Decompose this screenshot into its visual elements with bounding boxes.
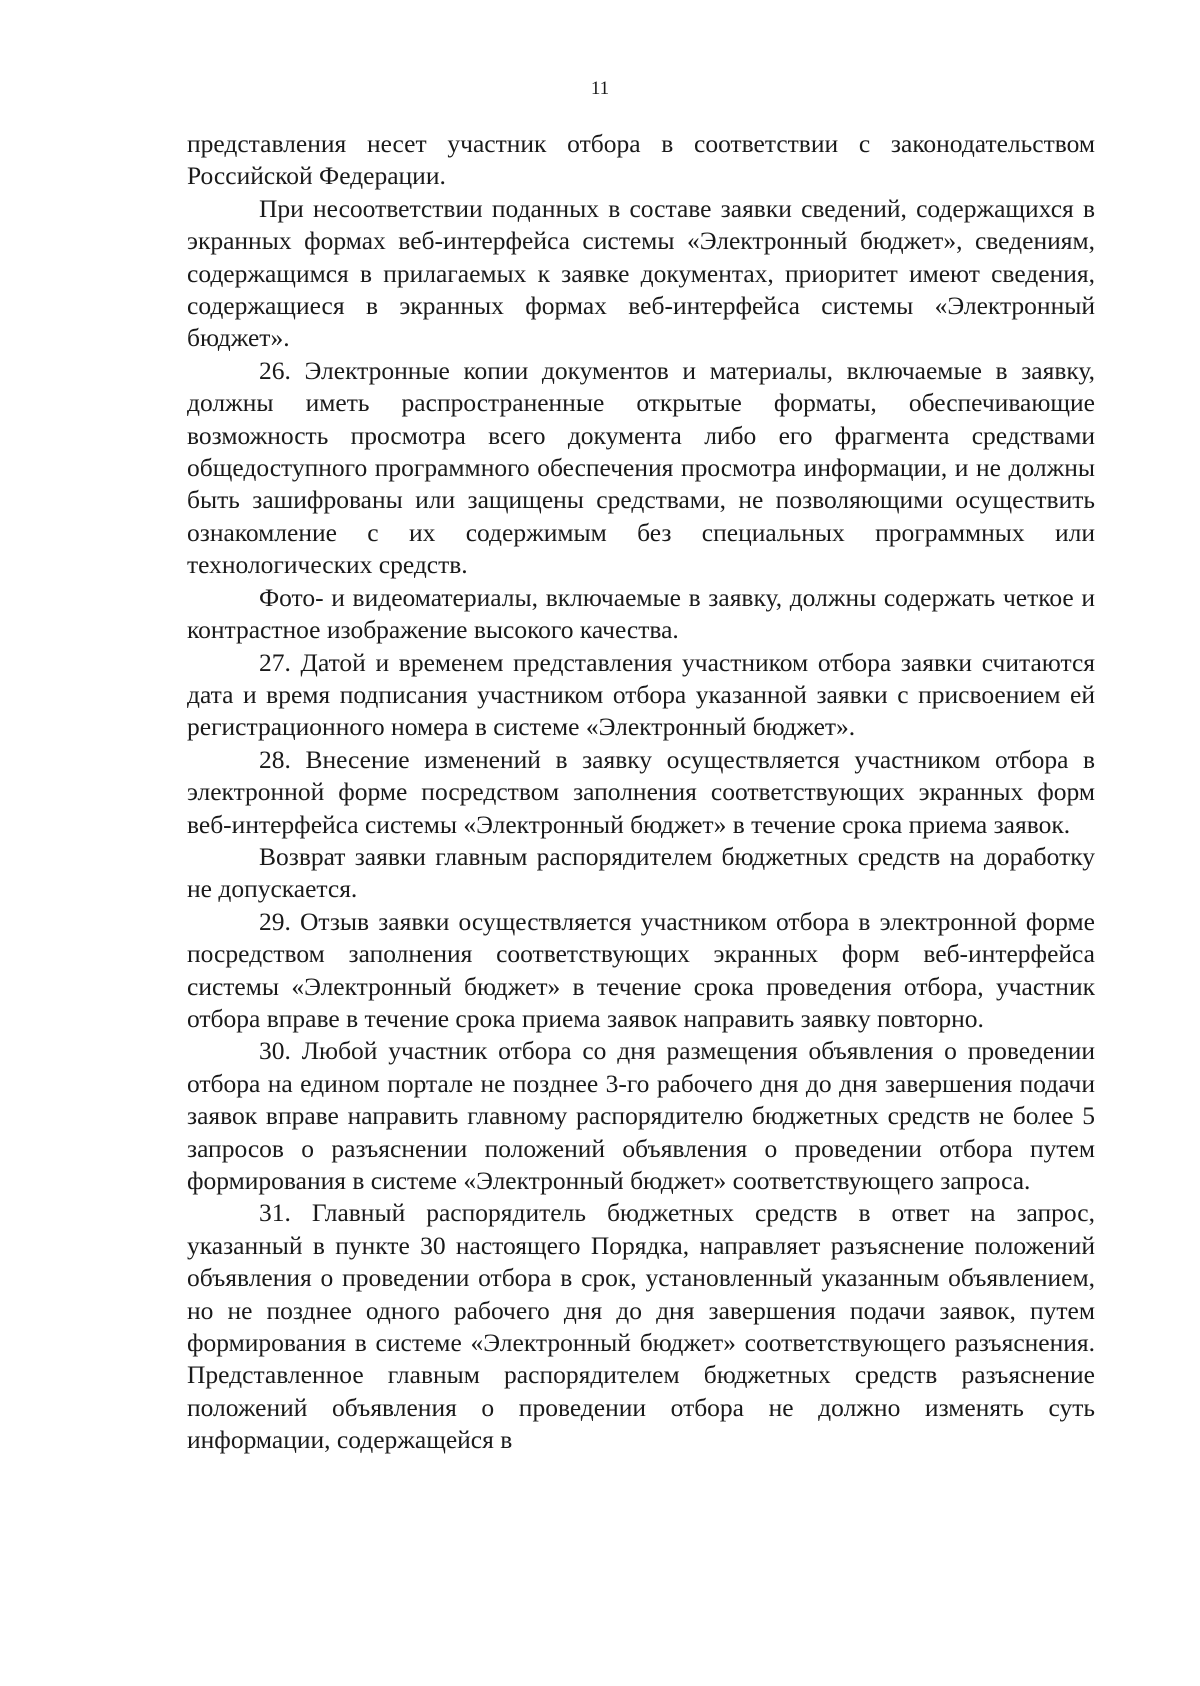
paragraph-continuation: представления несет участник отбора в соответствии с законодательством Российской Федерации. bbox=[187, 129, 1095, 191]
paragraph-item-31: 31. Главный распорядитель бюджетных средств в ответ на запрос, указанный в пункте 30 настоящего Порядка, направляет разъяснение положений объявления о проведении отбора в срок, установленный указанным объявлением, но не позднее одного рабочего дня до дня завершения подачи заявок, путем формирования в системе «Электронный бюджет» соответствующего разъяснения. Представленное главным распорядителем бюджетных средств разъяснение положений объявления о проведении отбора не должно изменять суть информации, содержащейся в bbox=[187, 1198, 1095, 1455]
paragraph-item-27: 27. Датой и временем представления участником отбора заявки считаются дата и время подписания участником отбора указанной заявки с присвоением ей регистрационного номера в системе «Электронный бюджет». bbox=[187, 647, 1095, 742]
paragraph-return-not-allowed: Возврат заявки главным распорядителем бюджетных средств на доработку не допускается. bbox=[187, 841, 1095, 904]
page-number: 11 bbox=[590, 78, 610, 99]
paragraph-item-30: 30. Любой участник отбора со дня размещения объявления о проведении отбора на едином портале не позднее 3-го рабочего дня до дня завершения подачи заявок вправе направить главному распорядителю бюджетных средств не более 5 запросов о разъяснении положений объявления о проведении отбора путем формирования в системе «Электронный бюджет» соответствующего запроса. bbox=[187, 1036, 1095, 1195]
document-body bbox=[187, 128, 1095, 1457]
paragraph-item-26: 26. Электронные копии документов и материалы, включаемые в заявку, должны иметь распространенные открытые форматы, обеспечивающие возможность просмотра всего документа либо его фрагмента средствами общедоступного программного обеспечения просмотра информации, и не должны быть зашифрованы или защищены средствами, не позволяющими осуществить ознакомление с их содержимым без специальных программных или технологических средств. bbox=[187, 355, 1095, 580]
paragraph-item-28: 28. Внесение изменений в заявку осуществляется участником отбора в электронной форме посредством заполнения соответствующих экранных форм веб-интерфейса системы «Электронный бюджет» в течение срока приема заявок. bbox=[187, 744, 1095, 839]
paragraph-item-29: 29. Отзыв заявки осуществляется участником отбора в электронной форме посредством заполнения соответствующих экранных форм веб-интерфейса системы «Электронный бюджет» в течение срока проведения отбора, участник отбора вправе в течение срока приема заявок направить заявку повторно. bbox=[187, 906, 1095, 1033]
paragraph-photo-video-materials: Фото- и видеоматериалы, включаемые в заявку, должны содержать четкое и контрастное изображение высокого качества. bbox=[187, 582, 1095, 645]
paragraph-priority-of-screen-forms: При несоответствии поданных в составе заявки сведений, содержащихся в экранных формах веб-интерфейса системы «Электронный бюджет», сведениям, содержащимся в прилагаемых к заявке документах, приоритет имеют сведения, содержащиеся в экранных формах веб-интерфейса системы «Электронный бюджет». bbox=[187, 193, 1095, 353]
